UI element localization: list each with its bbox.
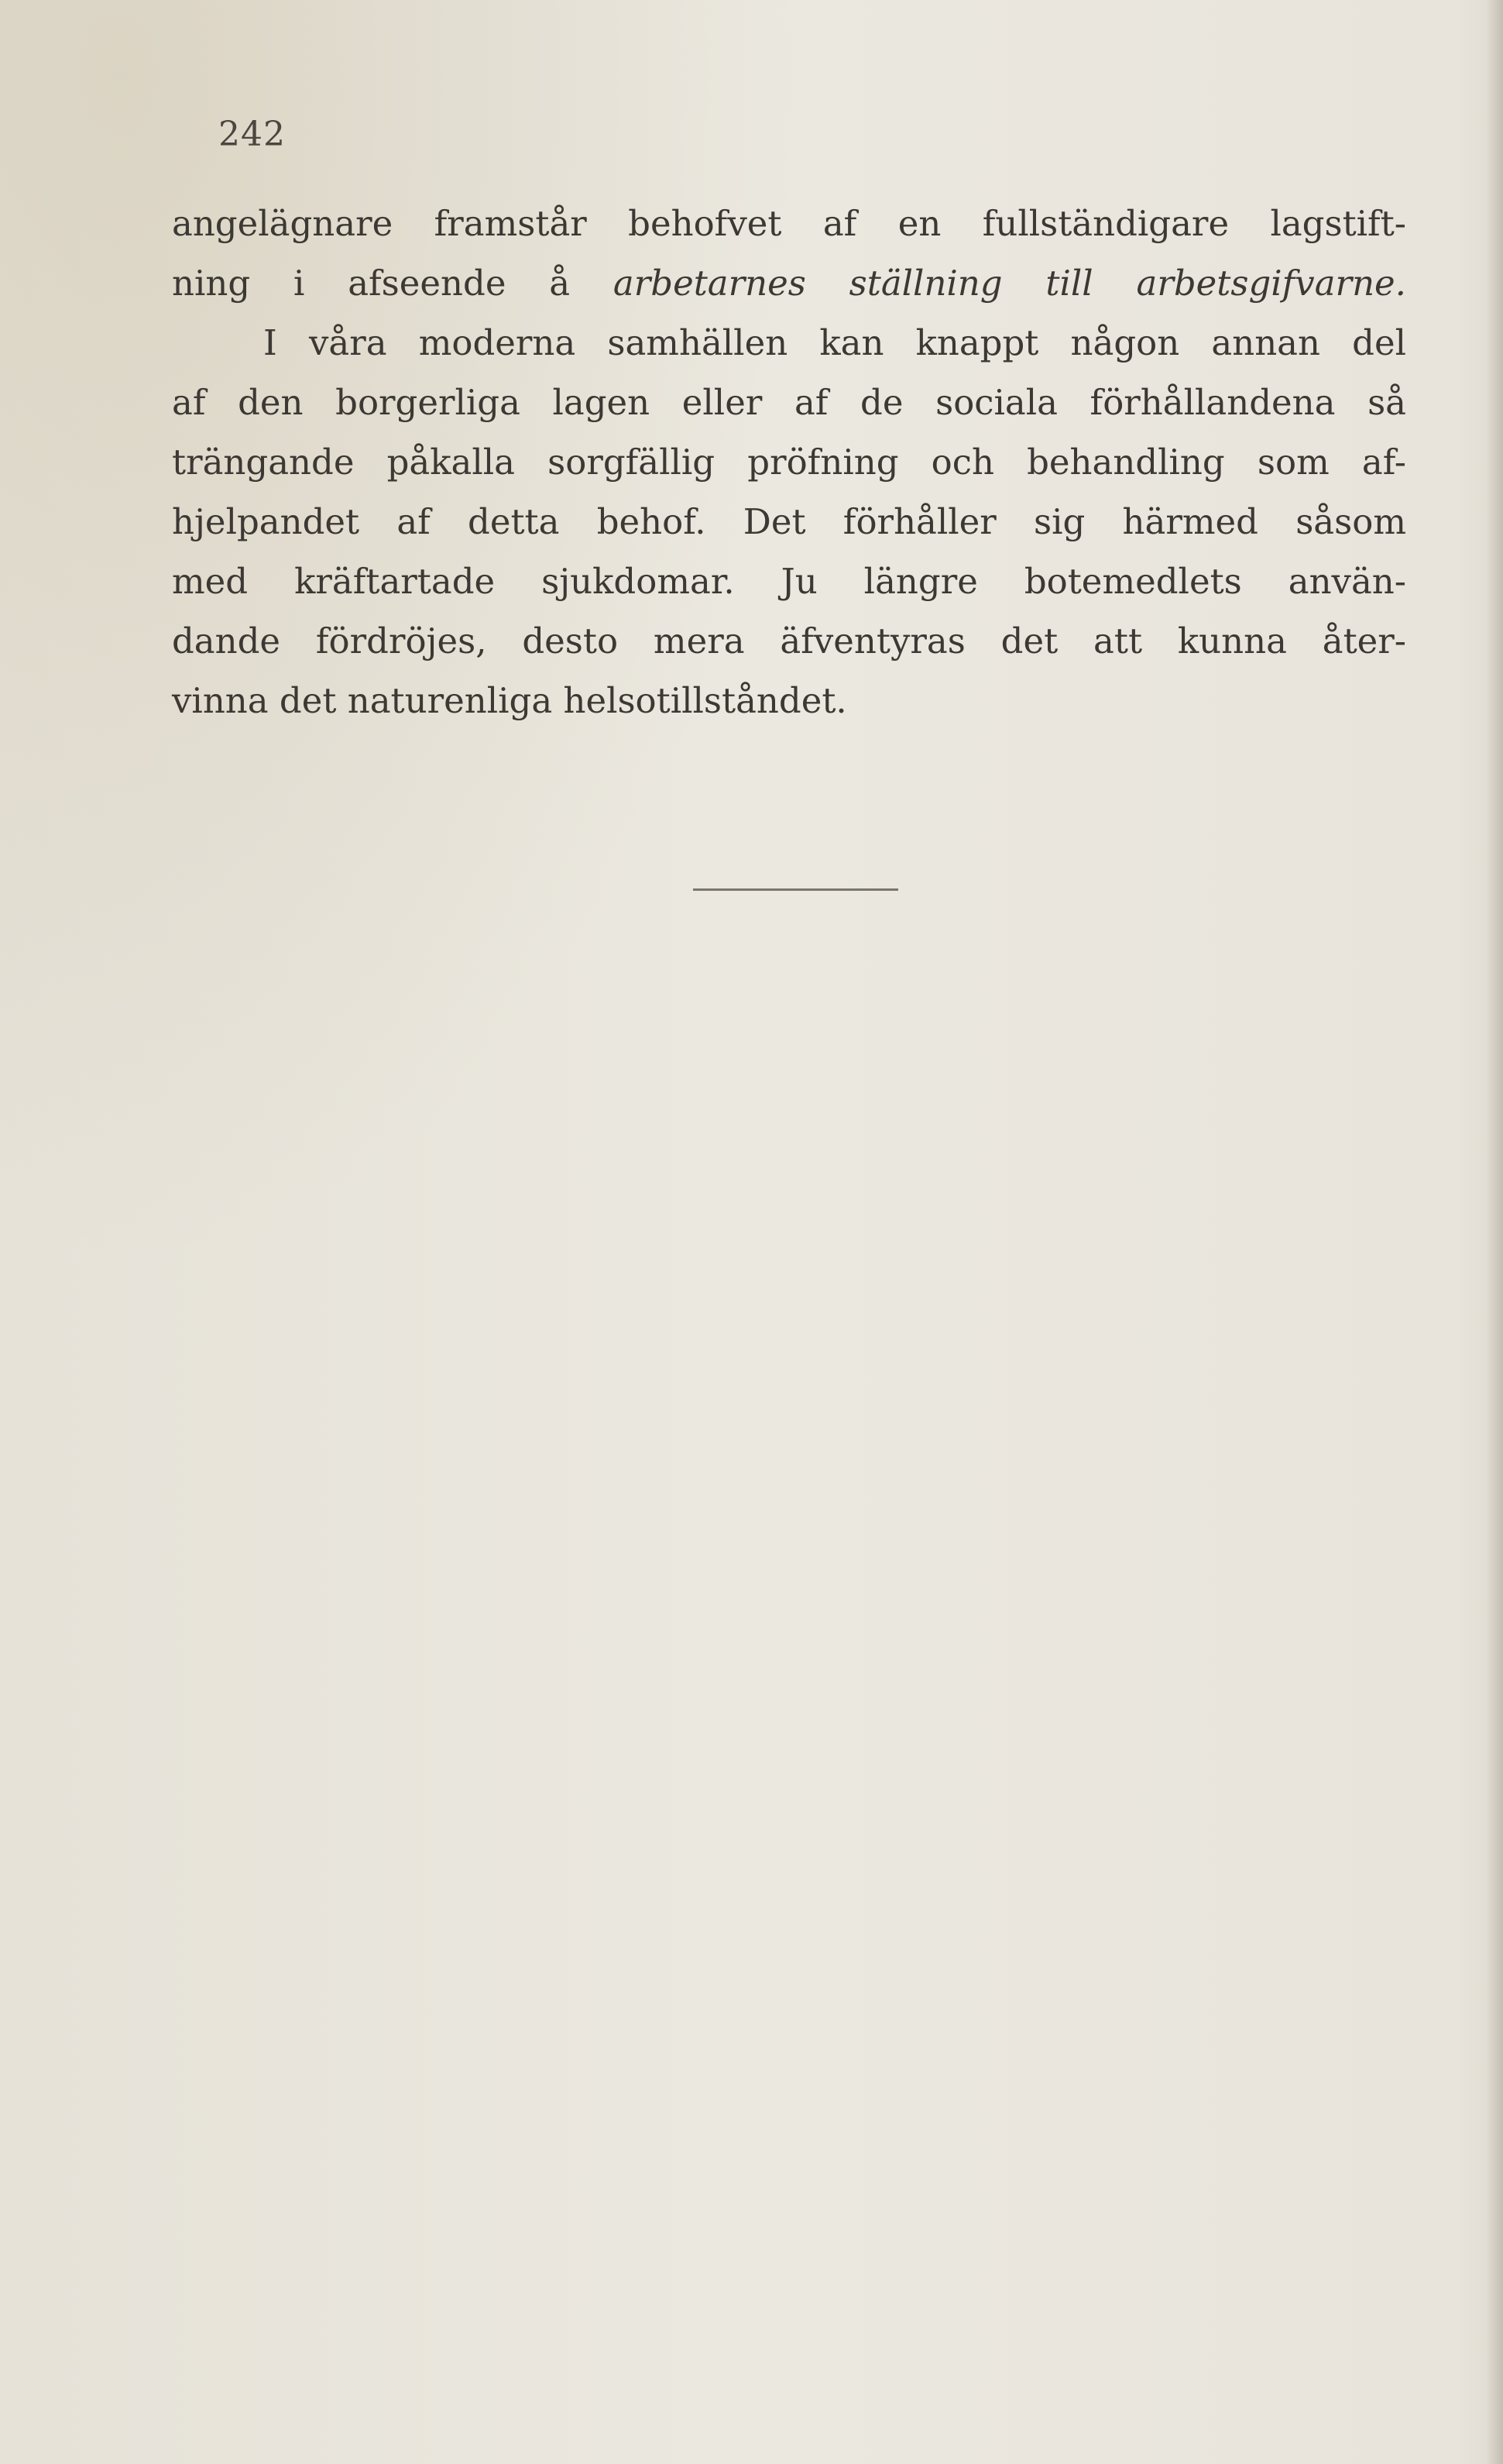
text-line-content: af den borgerliga lagen eller af de sociala förhållandena så	[172, 382, 1406, 423]
text-line	[172, 671, 1406, 730]
italic-phrase: arbetarnes ställning till arbetsgifvarne.	[613, 263, 1406, 304]
body-text	[172, 194, 1406, 730]
text-line-content: ning i afseende å	[172, 263, 613, 304]
text-line	[172, 552, 1406, 611]
text-line-content: trängande påkalla sorgfällig pröfning och behandling som af-	[172, 442, 1406, 483]
text-line-content: med kräftartade sjukdomar. Ju längre botemedlets använ-	[172, 561, 1406, 602]
text-line-content: dande fördröjes, desto mera äfventyras det att kunna åter-	[172, 620, 1406, 662]
text-line	[172, 432, 1406, 492]
page-edge-shadow	[1486, 0, 1503, 2464]
text-line	[172, 373, 1406, 432]
text-line	[172, 611, 1406, 671]
text-line-content: hjelpandet af detta behof. Det förhåller sig härmed såsom	[172, 501, 1406, 542]
page-number: 242	[218, 115, 286, 154]
text-line-content: I våra moderna samhällen kan knappt någon annan del	[263, 322, 1406, 363]
section-divider	[693, 888, 898, 891]
paragraph-first-line	[172, 313, 1406, 373]
text-line-content: angelägnare framstår behofvet af en fullständigare lagstift-	[172, 203, 1406, 244]
text-line	[172, 194, 1406, 253]
text-line-content: vinna det naturenliga helsotillståndet.	[172, 680, 847, 721]
text-line	[172, 253, 1406, 313]
text-line	[172, 492, 1406, 552]
